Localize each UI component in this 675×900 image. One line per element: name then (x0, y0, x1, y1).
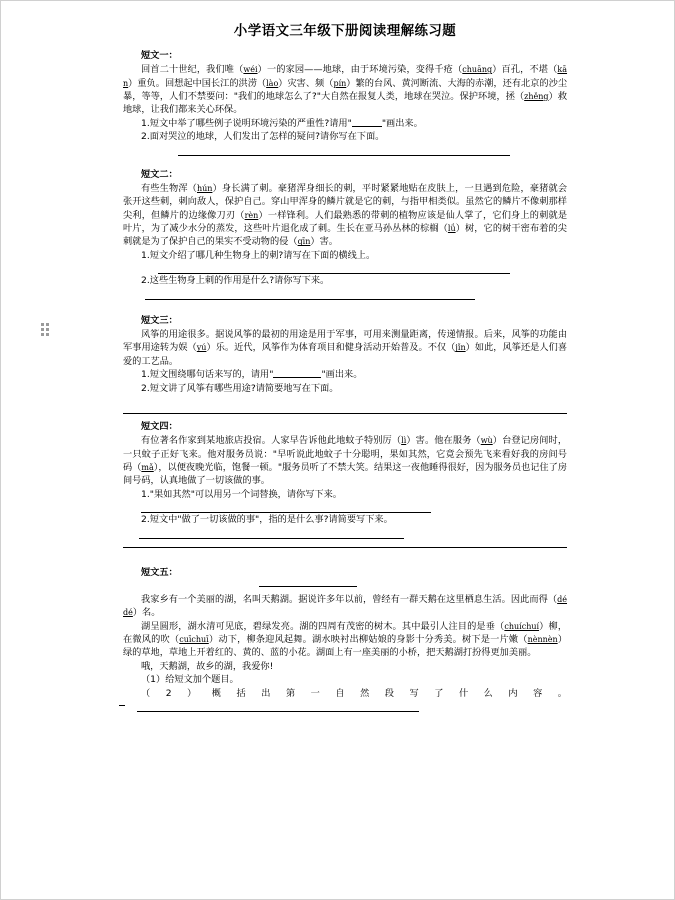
passage-5-body-3: 哦，天鹅湖，故乡的湖，我爱你! (141, 660, 274, 672)
passage-5-heading: 短文五： (141, 566, 178, 578)
answer-line[interactable] (137, 711, 419, 712)
answer-line-wrap (123, 288, 567, 300)
pinyin-ren: rèn (244, 210, 259, 220)
answer-inline-blank[interactable] (352, 118, 382, 127)
passage-1-question-2: 2.面对哭泣的地球，人们发出了怎样的疑问?请你写在下面。 (141, 131, 385, 143)
passage-5-question-1: （1）给短文加个题目。 (141, 674, 239, 686)
passage-3-text-1: ）乐。近代，风筝作为体育项目和健身活动开始普及。不仅（ (206, 342, 456, 354)
passage-3-text-2: ）如此，风筝还是人们喜爱的工艺品。 (123, 342, 568, 367)
pinyin-lv: lǘ (447, 224, 456, 234)
pinyin-li: lì (401, 436, 407, 446)
passage-5-question-2: （2）概括出第一自然段写了什么内容。 (141, 687, 567, 699)
passage-1-text-6: ）救地球，让我们都来关心环保。 (123, 91, 568, 116)
passage-3-body (123, 328, 567, 368)
passage-1-heading: 短文一： (141, 50, 178, 61)
passage-1-text-5: ）繁的台风、黄河断流、大海的赤潮，还有北京的沙尘暴，等等，人们不禁要问："我们的地球怎么了?"大自然在报复人类，地球在哭泣。保护环境，拯（ (123, 77, 568, 103)
grip-dots-icon[interactable] (41, 323, 50, 337)
answer-line-wrap (123, 527, 567, 539)
passage-1-text-0: 回首二十世纪，我们唯（ (141, 64, 244, 76)
pinyin-chui: chuíchuí (504, 621, 540, 631)
pinyin-lao: lào (266, 78, 279, 88)
passage-2-question-2: 2.这些生物身上刺的作用是什么?请你写下来。 (141, 275, 330, 287)
passage-1-text-1: ）一的家园——地球，由于环境污染，变得千疮（ (257, 64, 463, 76)
passage-3-text-0: 风筝的用途很多。据说风筝的最初的用途是用于军事，可用来测量距离，传递情报。后来，风筝的功能由军事用途转为娱（ (123, 328, 567, 354)
passage-1-question-1-b: "画出来。 (381, 117, 423, 129)
passage-3-question-1-b: "画出来。 (321, 369, 363, 381)
passage-2-heading: 短文二： (141, 168, 178, 180)
passage-4-question-2: 2.短文中"做了一切该做的事"，指的是什么事?请简要写下来。 (141, 514, 393, 526)
passage-1-text-3: ）重负。回想起中国长江的洪涝（ (128, 77, 267, 89)
pinyin-wu: wù (480, 436, 493, 446)
page-title: 小学语文三年级下册阅读理解练习题 (233, 23, 457, 39)
pinyin-de: dédé (123, 594, 567, 618)
passage-3-question-2: 2.短文讲了风筝有哪些用途?请简要地写在下面。 (141, 382, 339, 394)
passage-5-text-3: ）柳，在微风的吹（ (123, 620, 568, 645)
passage-2-text-1: ）身长满了刺。豪猪浑身细长的刺，平时紧紧地贴在皮肤上，一旦遇到危险，豪猪就会张开这些刺，刺向敌人，保护自己。穿山甲浑身的鳞片就是它的刺，与指甲相类似。虽然它的鳞片不像刺那样尖利，但鳞片的边缘像刀刃（ (123, 182, 568, 221)
pinyin-yu: yú (196, 343, 207, 353)
passage-1-text-4: ）灾害、频（ (278, 77, 334, 89)
passage-4-heading: 短文四： (141, 420, 178, 432)
pinyin-pin: pín (333, 78, 347, 88)
passage-2-body (123, 182, 567, 249)
pinyin-chuang: chuāng (462, 65, 493, 75)
passage-4-text-3: ），以便夜晚光临，饱餐一顿。"服务员听了不禁大笑。结果这一夜他睡得很好，因为服务员也记住了房间号码，认真地做了一切该做的事。 (123, 461, 568, 487)
passage-1-question-1-a: 1.短文中举了哪些例子说明环境污染的严重性?请用" (141, 117, 352, 129)
passage-2-text-0: 有些生物浑（ (141, 182, 197, 194)
passage-5-text-2: 湖呈圆形，湖水清可见底，碧绿发亮。湖的四周有茂密的树木。其中最引人注目的是垂（ (141, 620, 505, 632)
pinyin-jin: jǐn (455, 343, 466, 353)
answer-line-wrap (123, 144, 567, 156)
passage-5-text-4: ）动下，柳条迎风起舞。湖水映衬出柳姑娘的身影十分秀美。树下是一片嫩（ (208, 633, 528, 645)
passage-2-text-4: ）害。 (310, 236, 338, 248)
passage-3-heading: 短文三： (141, 314, 178, 326)
passage-1-text-2: ）百孔，不堪（ (492, 64, 558, 76)
passage-5-text-1: ）名。 (132, 607, 161, 619)
answer-line-wrap (123, 501, 567, 513)
passage-2-text-3: ）树，它的树干密布着的尖刺就是为了保护自己的果实不受动物的侵（ (123, 223, 567, 248)
passage-2-question-1: 1.短文介绍了哪几种生物身上的刺?请写在下面的横线上。 (141, 249, 376, 261)
passage-5-body-1 (123, 593, 567, 620)
pinyin-zheng: zhěng (524, 92, 549, 102)
passage-3-question-1 (123, 368, 567, 381)
passage-1-question-1 (123, 117, 567, 130)
pinyin-wei: wéi (243, 65, 258, 75)
pinyin-kan: kān (123, 65, 568, 88)
passage-1-body (123, 63, 567, 117)
pinyin-qin: qīn (297, 237, 311, 247)
passage-5-text-5: ）绿的草地，草地上开着红的、黄的、蓝的小花。湖面上有一座美丽的小桥，把天鹅湖打扮得更加美丽。 (123, 633, 568, 659)
passage-4-question-1: 1."果如其然"可以用另一个词替换，请你写下来。 (141, 488, 342, 500)
passage-2-text-2: ）一样锋利。人们最熟悉的带刺的植物应该是仙人掌了，它们身上的刺就是叶片，为了减少水分的蒸发，这些叶片退化成了刺。生长在亚马孙丛林的棕榈（ (123, 209, 568, 235)
passage-4-text-2: ）台登记房间时，一只蚊子正好飞来。他对服务员说："早听说此地蚊子十分聪明，果如其然，它竟会预先飞来看好我的房间号码（ (123, 435, 568, 473)
passage-4-body (123, 434, 567, 488)
passage-5-body-2 (123, 620, 567, 660)
pinyin-nen: nènnèn (527, 634, 558, 644)
answer-inline-blank[interactable] (273, 369, 321, 378)
pinyin-hun: hún (196, 183, 213, 193)
document-body (123, 1, 567, 712)
passage-5-text-0: 我家乡有一个美丽的湖，名叫天鹅湖。据说许多年以前，曾经有一群天鹅在这里栖息生活。因此而得（ (141, 593, 558, 605)
pinyin-cuichui: cuīchuī (179, 634, 209, 644)
answer-line-wrap (123, 262, 567, 274)
answer-line-wrap (123, 700, 567, 712)
passage-3-question-1-a: 1.短文围绕哪句话来写的，请用" (141, 369, 274, 381)
pinyin-ma: mǎ (141, 462, 154, 472)
passage-4-text-1: ）害。他在服务（ (406, 435, 481, 447)
passage-4-text-0: 有位著名作家到某地旅店投宿。人家早告诉他此地蚊子特别厉（ (141, 435, 402, 447)
